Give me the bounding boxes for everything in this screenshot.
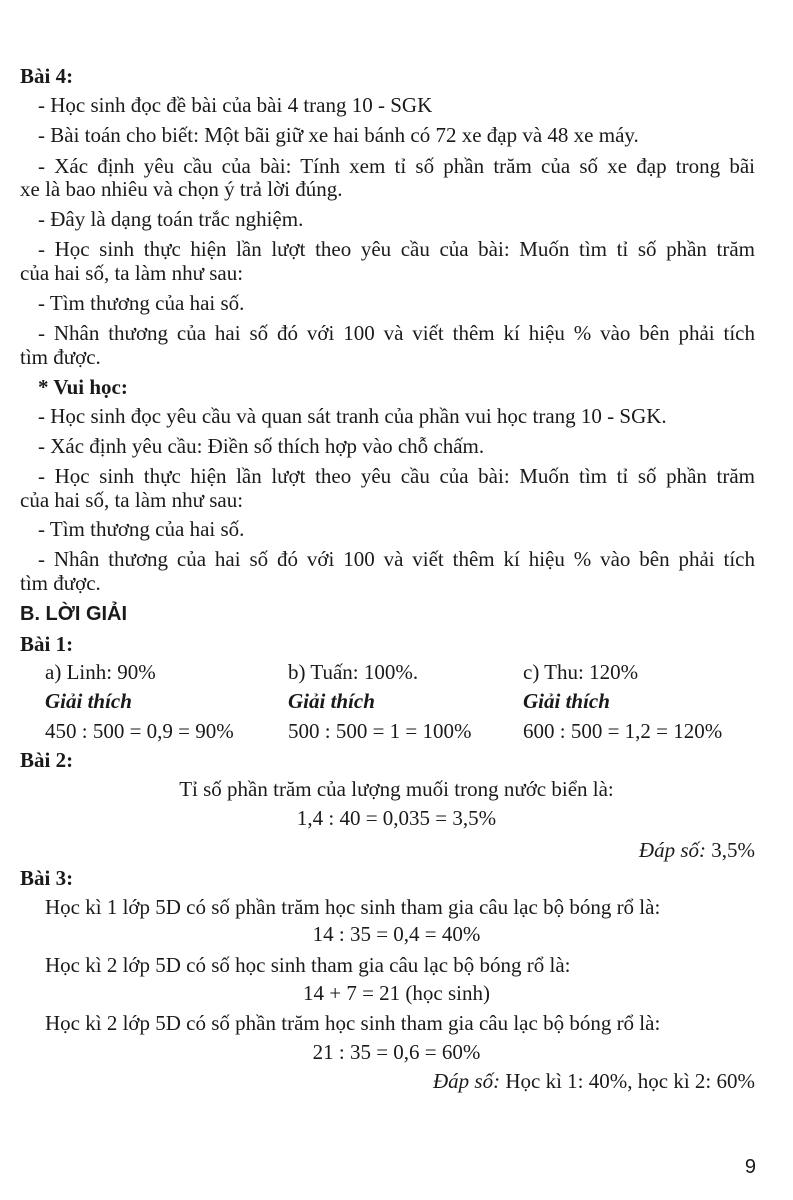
bai1-label-b: Giải thích — [288, 689, 375, 713]
bai3-line-4: 14 + 7 = 21 (học sinh) — [302, 981, 490, 1005]
page-number: 9 — [744, 1156, 756, 1178]
vui-hoc-line-2: - Xác định yêu cầu: Điền số thích hợp vào chỗ chấm. — [38, 434, 485, 458]
bai2-answer-value: 3,5% — [711, 838, 755, 862]
bai3-answer-label: Đáp số: — [433, 1069, 501, 1093]
bai2-answer — [0, 837, 755, 863]
vui-hoc-line-5: - Tìm thương của hai số. — [38, 517, 245, 541]
vui-hoc-line-1: - Học sinh đọc yêu cầu và quan sát tranh của phần vui học trang 10 - SGK. — [38, 404, 667, 428]
bai4-line-3: - Xác định yêu cầu của bài: Tính xem tỉ số phần trăm của số xe đạp trong bãi — [38, 154, 755, 178]
bai1-answer-a: a) Linh: 90% — [45, 660, 156, 684]
bai4-line-4: xe là bao nhiêu và chọn ý trả lời đúng. — [20, 177, 343, 201]
bai2-answer-label: Đáp số: — [638, 838, 706, 862]
vui-hoc-line-6: - Nhân thương của hai số đó với 100 và viết thêm kí hiệu % vào bên phải tích — [38, 547, 755, 571]
bai3-line-3: Học kì 2 lớp 5D có số học sinh tham gia câu lạc bộ bóng rổ là: — [45, 953, 571, 977]
bai1-calc-c: 600 : 500 = 1,2 = 120% — [523, 719, 723, 743]
bai1-calc-b: 500 : 500 = 1 = 100% — [288, 719, 472, 743]
bai1-answer-b: b) Tuấn: 100%. — [288, 660, 419, 684]
bai4-line-9: - Nhân thương của hai số đó với 100 và viết thêm kí hiệu % vào bên phải tích — [38, 321, 755, 345]
bai1-calc-a: 450 : 500 = 0,9 = 90% — [45, 719, 234, 743]
bai4-heading: Bài 4: — [20, 64, 74, 88]
vui-hoc-line-3: - Học sinh thực hiện lần lượt theo yêu cầu của bài: Muốn tìm tỉ số phần trăm — [38, 464, 755, 488]
vui-hoc-line-7: tìm được. — [20, 571, 101, 595]
bai4-line-10: tìm được. — [20, 345, 101, 369]
bai1-label-c: Giải thích — [523, 689, 610, 713]
bai4-line-1: - Học sinh đọc đề bài của bài 4 trang 10 - SGK — [38, 93, 433, 117]
bai2-line-2: 1,4 : 40 = 0,035 = 3,5% — [296, 806, 497, 830]
bai4-line-6: - Học sinh thực hiện lần lượt theo yêu cầu của bài: Muốn tìm tỉ số phần trăm — [38, 237, 755, 261]
bai3-line-5: Học kì 2 lớp 5D có số phần trăm học sinh tham gia câu lạc bộ bóng rổ là: — [45, 1011, 661, 1035]
bai1-label-a: Giải thích — [45, 689, 132, 713]
vui-hoc-heading: * Vui học: — [38, 375, 128, 399]
bai3-answer-value: Học kì 1: 40%, học kì 2: 60% — [505, 1069, 755, 1093]
bai4-line-8: - Tìm thương của hai số. — [38, 291, 245, 315]
section-b-heading: B. LỜI GIẢI — [20, 603, 128, 625]
bai2-line-1: Tỉ số phần trăm của lượng muối trong nước biển là: — [179, 777, 614, 801]
bai4-line-7: của hai số, ta làm như sau: — [20, 261, 244, 285]
bai3-heading: Bài 3: — [20, 866, 74, 890]
vui-hoc-line-4: của hai số, ta làm như sau: — [20, 488, 244, 512]
bai3-line-2: 14 : 35 = 0,4 = 40% — [312, 922, 481, 946]
bai3-answer — [0, 1068, 755, 1094]
bai4-line-2: - Bài toán cho biết: Một bãi giữ xe hai bánh có 72 xe đạp và 48 xe máy. — [38, 123, 639, 147]
bai4-line-5: - Đây là dạng toán trắc nghiệm. — [38, 207, 304, 231]
bai2-heading: Bài 2: — [20, 748, 74, 772]
bai1-answer-c: c) Thu: 120% — [523, 660, 639, 684]
bai1-heading: Bài 1: — [20, 632, 74, 656]
bai3-line-1: Học kì 1 lớp 5D có số phần trăm học sinh tham gia câu lạc bộ bóng rổ là: — [45, 895, 661, 919]
bai3-line-6: 21 : 35 = 0,6 = 60% — [312, 1040, 481, 1064]
